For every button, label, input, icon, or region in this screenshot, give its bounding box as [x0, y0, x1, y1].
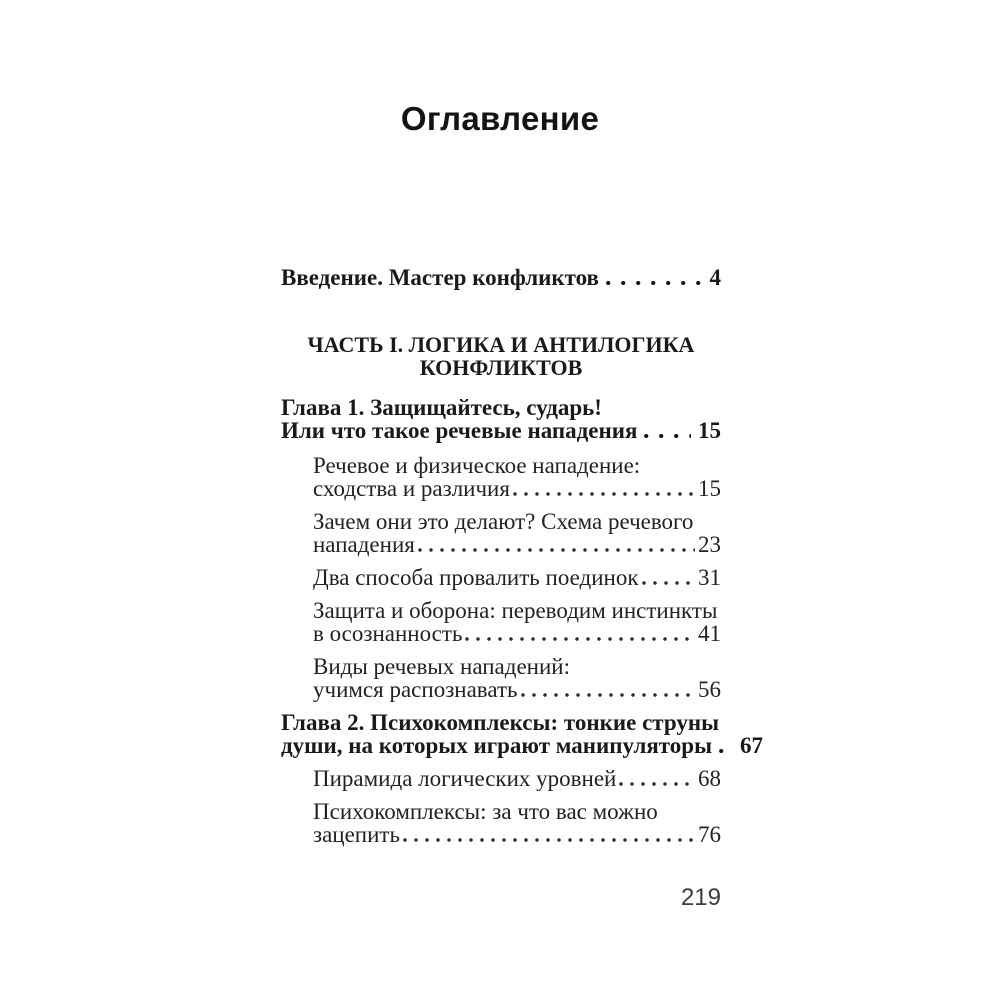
toc-entry-introduction[interactable] — [281, 266, 721, 289]
entry-line-1: Глава 1. Защищайтесь, сударь! — [281, 395, 602, 420]
toc-subentry[interactable] — [313, 454, 721, 500]
page-title: Оглавление — [400, 100, 600, 137]
toc-subentry[interactable] — [313, 599, 721, 645]
footer-page-number: 219 — [680, 884, 721, 911]
entry-line-2: зацепить — [313, 822, 400, 847]
entry-page-number: 41 — [698, 621, 721, 646]
entry-page-number: 31 — [698, 565, 721, 590]
entry-page-number: 76 — [698, 822, 721, 847]
toc-entry-chapter-1[interactable] — [281, 396, 721, 442]
entry-line-2: души, на которых играют манипуляторы — [281, 733, 713, 758]
entry-line-1: Речевое и физическое нападение: — [313, 453, 641, 478]
dot-leader — [418, 548, 695, 552]
entry-line-1: Глава 2. Психокомплексы: тонкие струны — [281, 710, 720, 735]
entry-page-number: 23 — [698, 532, 721, 557]
entry-line-1: Виды речевых нападений: — [313, 654, 570, 679]
dot-leader — [513, 492, 695, 496]
entry-line-2: сходства и различия — [313, 476, 510, 501]
entry-page-number: 67 — [740, 733, 764, 758]
table-of-contents — [281, 265, 764, 847]
entry-line-2: учимся распознавать — [313, 677, 518, 702]
entry-page-number: 15 — [698, 418, 721, 443]
part-1-heading-line-2: КОНФЛИКТОВ — [419, 355, 583, 380]
dot-leader — [619, 782, 695, 786]
toc-subentry[interactable] — [313, 510, 721, 556]
entry-label: Введение. Мастер конфликтов — [281, 265, 599, 290]
entry-line-2: Или что такое речевые нападения — [281, 418, 638, 443]
entry-line-2: в осознанность — [313, 621, 463, 646]
chapter-2-subentries — [313, 767, 721, 846]
toc-subentry[interactable] — [313, 767, 721, 790]
toc-subentry[interactable] — [313, 655, 721, 701]
entry-line-1: Пирамида логических уровней — [313, 766, 617, 791]
chapter-1-subentries — [313, 454, 721, 701]
dot-leader — [403, 838, 695, 842]
entry-line-1: Зачем они это делают? Схема речевого — [313, 509, 694, 534]
toc-entry-chapter-2[interactable] — [281, 710, 764, 758]
entry-page-number: 15 — [698, 476, 721, 501]
dot-leader — [642, 581, 695, 585]
dot-leader — [521, 693, 695, 697]
entry-line-2: нападения — [313, 532, 415, 557]
entry-page-number: 68 — [698, 766, 721, 791]
entry-line-1: Психокомплексы: за что вас можно — [313, 799, 658, 824]
entry-page-number: 4 — [709, 265, 721, 290]
dot-leader — [465, 637, 695, 641]
toc-subentry[interactable] — [313, 800, 721, 846]
entry-line-1: Защита и оборона: переводим инстинкты — [313, 598, 718, 623]
toc-subentry[interactable] — [313, 566, 721, 589]
dot-leader — [606, 281, 703, 285]
dot-leader — [644, 434, 691, 438]
entry-line-1: Два способа провалить поединок — [313, 565, 639, 590]
part-1-heading-line-1: ЧАСТЬ I. ЛОГИКА И АНТИЛОГИКА — [307, 332, 695, 357]
dot-leader — [719, 749, 733, 753]
entry-page-number: 56 — [698, 677, 721, 702]
part-1-heading — [281, 333, 721, 379]
